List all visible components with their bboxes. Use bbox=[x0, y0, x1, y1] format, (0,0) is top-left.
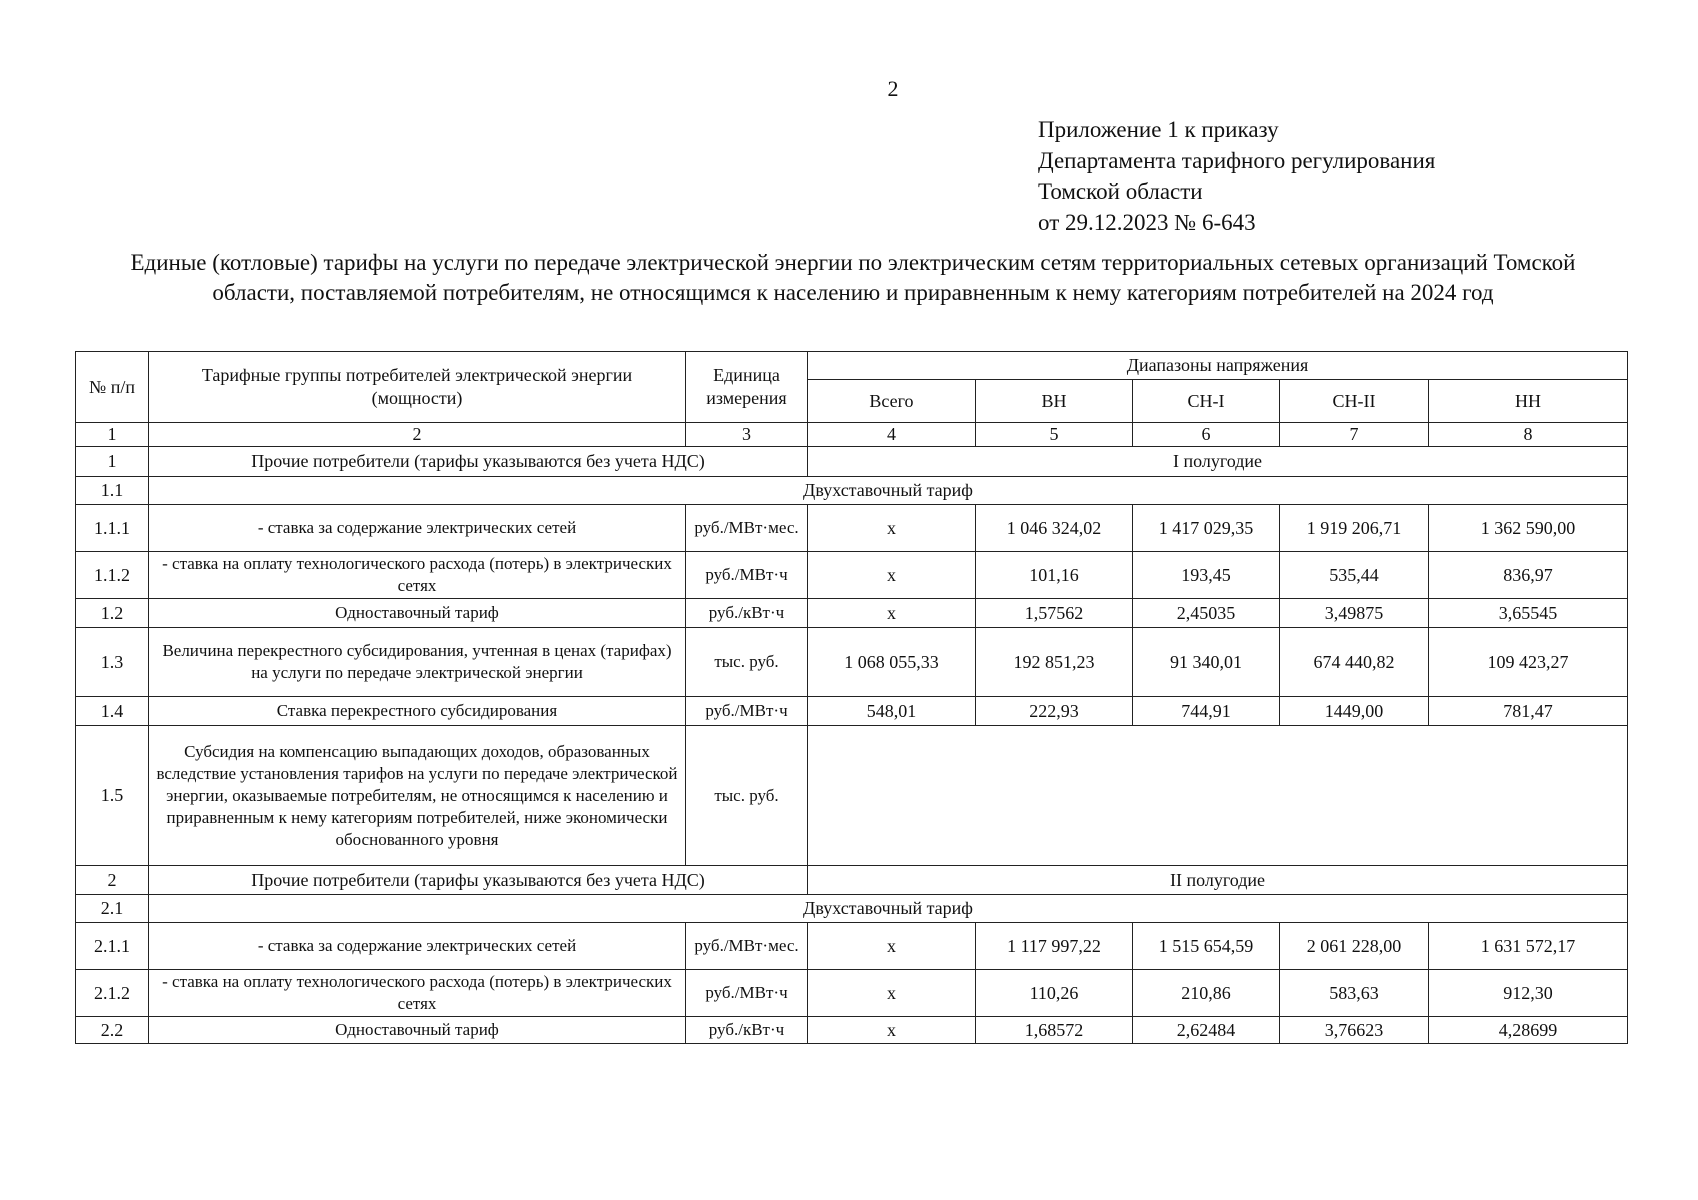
tariff-table bbox=[75, 351, 1628, 1044]
row-name: - ставка за содержание электрических сетей bbox=[149, 505, 686, 552]
row-value: 210,86 bbox=[1133, 970, 1280, 1017]
row-value: 110,26 bbox=[976, 970, 1133, 1017]
header-nn: НН bbox=[1429, 380, 1628, 423]
row-value: 912,30 bbox=[1429, 970, 1628, 1017]
table-row bbox=[76, 552, 1628, 599]
row-value: 1 417 029,35 bbox=[1133, 505, 1280, 552]
header-ranges: Диапазоны напряжения bbox=[808, 352, 1628, 380]
row-value: 109 423,27 bbox=[1429, 628, 1628, 697]
row-value: 1 919 206,71 bbox=[1280, 505, 1429, 552]
row-unit: руб./кВт·ч bbox=[686, 599, 808, 628]
row-number: 1.5 bbox=[76, 726, 149, 866]
row-name: Прочие потребители (тарифы указываются без учета НДС) bbox=[149, 447, 808, 477]
row-value: 583,63 bbox=[1280, 970, 1429, 1017]
table-row bbox=[76, 505, 1628, 552]
row-value: 4,28699 bbox=[1429, 1017, 1628, 1044]
row-name: Двухставочный тариф bbox=[149, 477, 1628, 505]
row-value: 1449,00 bbox=[1280, 697, 1429, 726]
row-name: - ставка на оплату технологического расхода (потерь) в электрических сетях bbox=[149, 970, 686, 1017]
table-row bbox=[76, 697, 1628, 726]
row-name: Прочие потребители (тарифы указываются без учета НДС) bbox=[149, 866, 808, 895]
row-number: 1.2 bbox=[76, 599, 149, 628]
table-row bbox=[76, 628, 1628, 697]
row-number: 2.1 bbox=[76, 895, 149, 923]
row-value: 2 061 228,00 bbox=[1280, 923, 1429, 970]
row-name: - ставка за содержание электрических сетей bbox=[149, 923, 686, 970]
column-number: 4 bbox=[808, 423, 976, 447]
column-number: 6 bbox=[1133, 423, 1280, 447]
row-number: 1.4 bbox=[76, 697, 149, 726]
table-row bbox=[76, 866, 1628, 895]
table-row bbox=[76, 477, 1628, 505]
row-value: 1 362 590,00 bbox=[1429, 505, 1628, 552]
row-value-empty bbox=[808, 726, 1628, 866]
table-row bbox=[76, 895, 1628, 923]
row-unit: руб./МВт·мес. bbox=[686, 505, 808, 552]
appendix-line: Департамента тарифного регулирования bbox=[1038, 148, 1436, 173]
row-value: 1 117 997,22 bbox=[976, 923, 1133, 970]
header-vn: ВН bbox=[976, 380, 1133, 423]
row-value: 1,57562 bbox=[976, 599, 1133, 628]
row-value: 91 340,01 bbox=[1133, 628, 1280, 697]
row-unit: тыс. руб. bbox=[686, 628, 808, 697]
row-name: Двухставочный тариф bbox=[149, 895, 1628, 923]
column-number: 3 bbox=[686, 423, 808, 447]
document-title: Единые (котловые) тарифы на услуги по передаче электрической энергии по электрическим сетям территориальных сетевых организаций Томской области, поставляемой потребителям, не относящимся к населению и приравненным к нему категориям потребителей на 2024 год bbox=[130, 250, 1576, 305]
row-unit: руб./МВт·мес. bbox=[686, 923, 808, 970]
row-value: 3,49875 bbox=[1280, 599, 1429, 628]
row-value: х bbox=[808, 599, 976, 628]
row-number: 2.2 bbox=[76, 1017, 149, 1044]
row-number: 2.1.2 bbox=[76, 970, 149, 1017]
row-value: 192 851,23 bbox=[976, 628, 1133, 697]
column-number-row bbox=[76, 423, 1628, 447]
row-value: 535,44 bbox=[1280, 552, 1429, 599]
header-sn1: СН-I bbox=[1133, 380, 1280, 423]
row-name: Величина перекрестного субсидирования, учтенная в ценах (тарифах) на услуги по передаче электрической энергии bbox=[149, 628, 686, 697]
row-value: х bbox=[808, 970, 976, 1017]
row-value: 3,65545 bbox=[1429, 599, 1628, 628]
table-row bbox=[76, 970, 1628, 1017]
row-value: 1 068 055,33 bbox=[808, 628, 976, 697]
header-total: Всего bbox=[808, 380, 976, 423]
row-value: 2,45035 bbox=[1133, 599, 1280, 628]
row-value: 674 440,82 bbox=[1280, 628, 1429, 697]
row-value: 1 515 654,59 bbox=[1133, 923, 1280, 970]
table-body bbox=[76, 352, 1628, 1044]
row-number: 1 bbox=[76, 447, 149, 477]
row-value: х bbox=[808, 1017, 976, 1044]
row-number: 1.3 bbox=[76, 628, 149, 697]
row-value: 781,47 bbox=[1429, 697, 1628, 726]
row-name: - ставка на оплату технологического расхода (потерь) в электрических сетях bbox=[149, 552, 686, 599]
row-number: 1.1.2 bbox=[76, 552, 149, 599]
appendix-line: Томской области bbox=[1038, 179, 1203, 204]
row-value: 3,76623 bbox=[1280, 1017, 1429, 1044]
row-value: 193,45 bbox=[1133, 552, 1280, 599]
row-unit: руб./МВт·ч bbox=[686, 697, 808, 726]
table-row bbox=[76, 923, 1628, 970]
row-unit: руб./МВт·ч bbox=[686, 970, 808, 1017]
row-number: 1.1.1 bbox=[76, 505, 149, 552]
period-label: I полугодие bbox=[808, 447, 1628, 477]
column-number: 2 bbox=[149, 423, 686, 447]
table-row bbox=[76, 447, 1628, 477]
row-number: 2 bbox=[76, 866, 149, 895]
appendix-line: от 29.12.2023 № 6-643 bbox=[1038, 210, 1256, 235]
period-label: II полугодие bbox=[808, 866, 1628, 895]
row-unit: руб./МВт·ч bbox=[686, 552, 808, 599]
header-row bbox=[76, 352, 1628, 380]
table-row bbox=[76, 1017, 1628, 1044]
appendix-block bbox=[1038, 114, 1435, 238]
row-value: х bbox=[808, 505, 976, 552]
header-num: № п/п bbox=[76, 352, 149, 423]
appendix-line: Приложение 1 к приказу bbox=[1038, 117, 1279, 142]
row-value: 836,97 bbox=[1429, 552, 1628, 599]
row-value: х bbox=[808, 552, 976, 599]
table-row bbox=[76, 726, 1628, 866]
row-value: 744,91 bbox=[1133, 697, 1280, 726]
column-number: 8 bbox=[1429, 423, 1628, 447]
header-groups: Тарифные группы потребителей электрической энергии (мощности) bbox=[149, 352, 686, 423]
row-name: Ставка перекрестного субсидирования bbox=[149, 697, 686, 726]
row-value: 1 631 572,17 bbox=[1429, 923, 1628, 970]
header-unit: Единица измерения bbox=[686, 352, 808, 423]
row-name: Одноставочный тариф bbox=[149, 599, 686, 628]
row-name: Субсидия на компенсацию выпадающих доходов, образованных вследствие установления тарифов на услуги по передаче электрической энергии, оказываемые потребителям, не относящимся к населению и приравненным к нему категориям потребителей, ниже экономически обоснованного уровня bbox=[149, 726, 686, 866]
row-number: 1.1 bbox=[76, 477, 149, 505]
row-value: х bbox=[808, 923, 976, 970]
row-value: 2,62484 bbox=[1133, 1017, 1280, 1044]
column-number: 1 bbox=[76, 423, 149, 447]
row-value: 101,16 bbox=[976, 552, 1133, 599]
row-unit: тыс. руб. bbox=[686, 726, 808, 866]
row-number: 2.1.1 bbox=[76, 923, 149, 970]
page-number: 2 bbox=[887, 76, 899, 101]
row-value: 548,01 bbox=[808, 697, 976, 726]
table-row bbox=[76, 599, 1628, 628]
row-value: 222,93 bbox=[976, 697, 1133, 726]
column-number: 5 bbox=[976, 423, 1133, 447]
header-sn2: СН-II bbox=[1280, 380, 1429, 423]
row-name: Одноставочный тариф bbox=[149, 1017, 686, 1044]
row-value: 1,68572 bbox=[976, 1017, 1133, 1044]
row-unit: руб./кВт·ч bbox=[686, 1017, 808, 1044]
column-number: 7 bbox=[1280, 423, 1429, 447]
row-value: 1 046 324,02 bbox=[976, 505, 1133, 552]
